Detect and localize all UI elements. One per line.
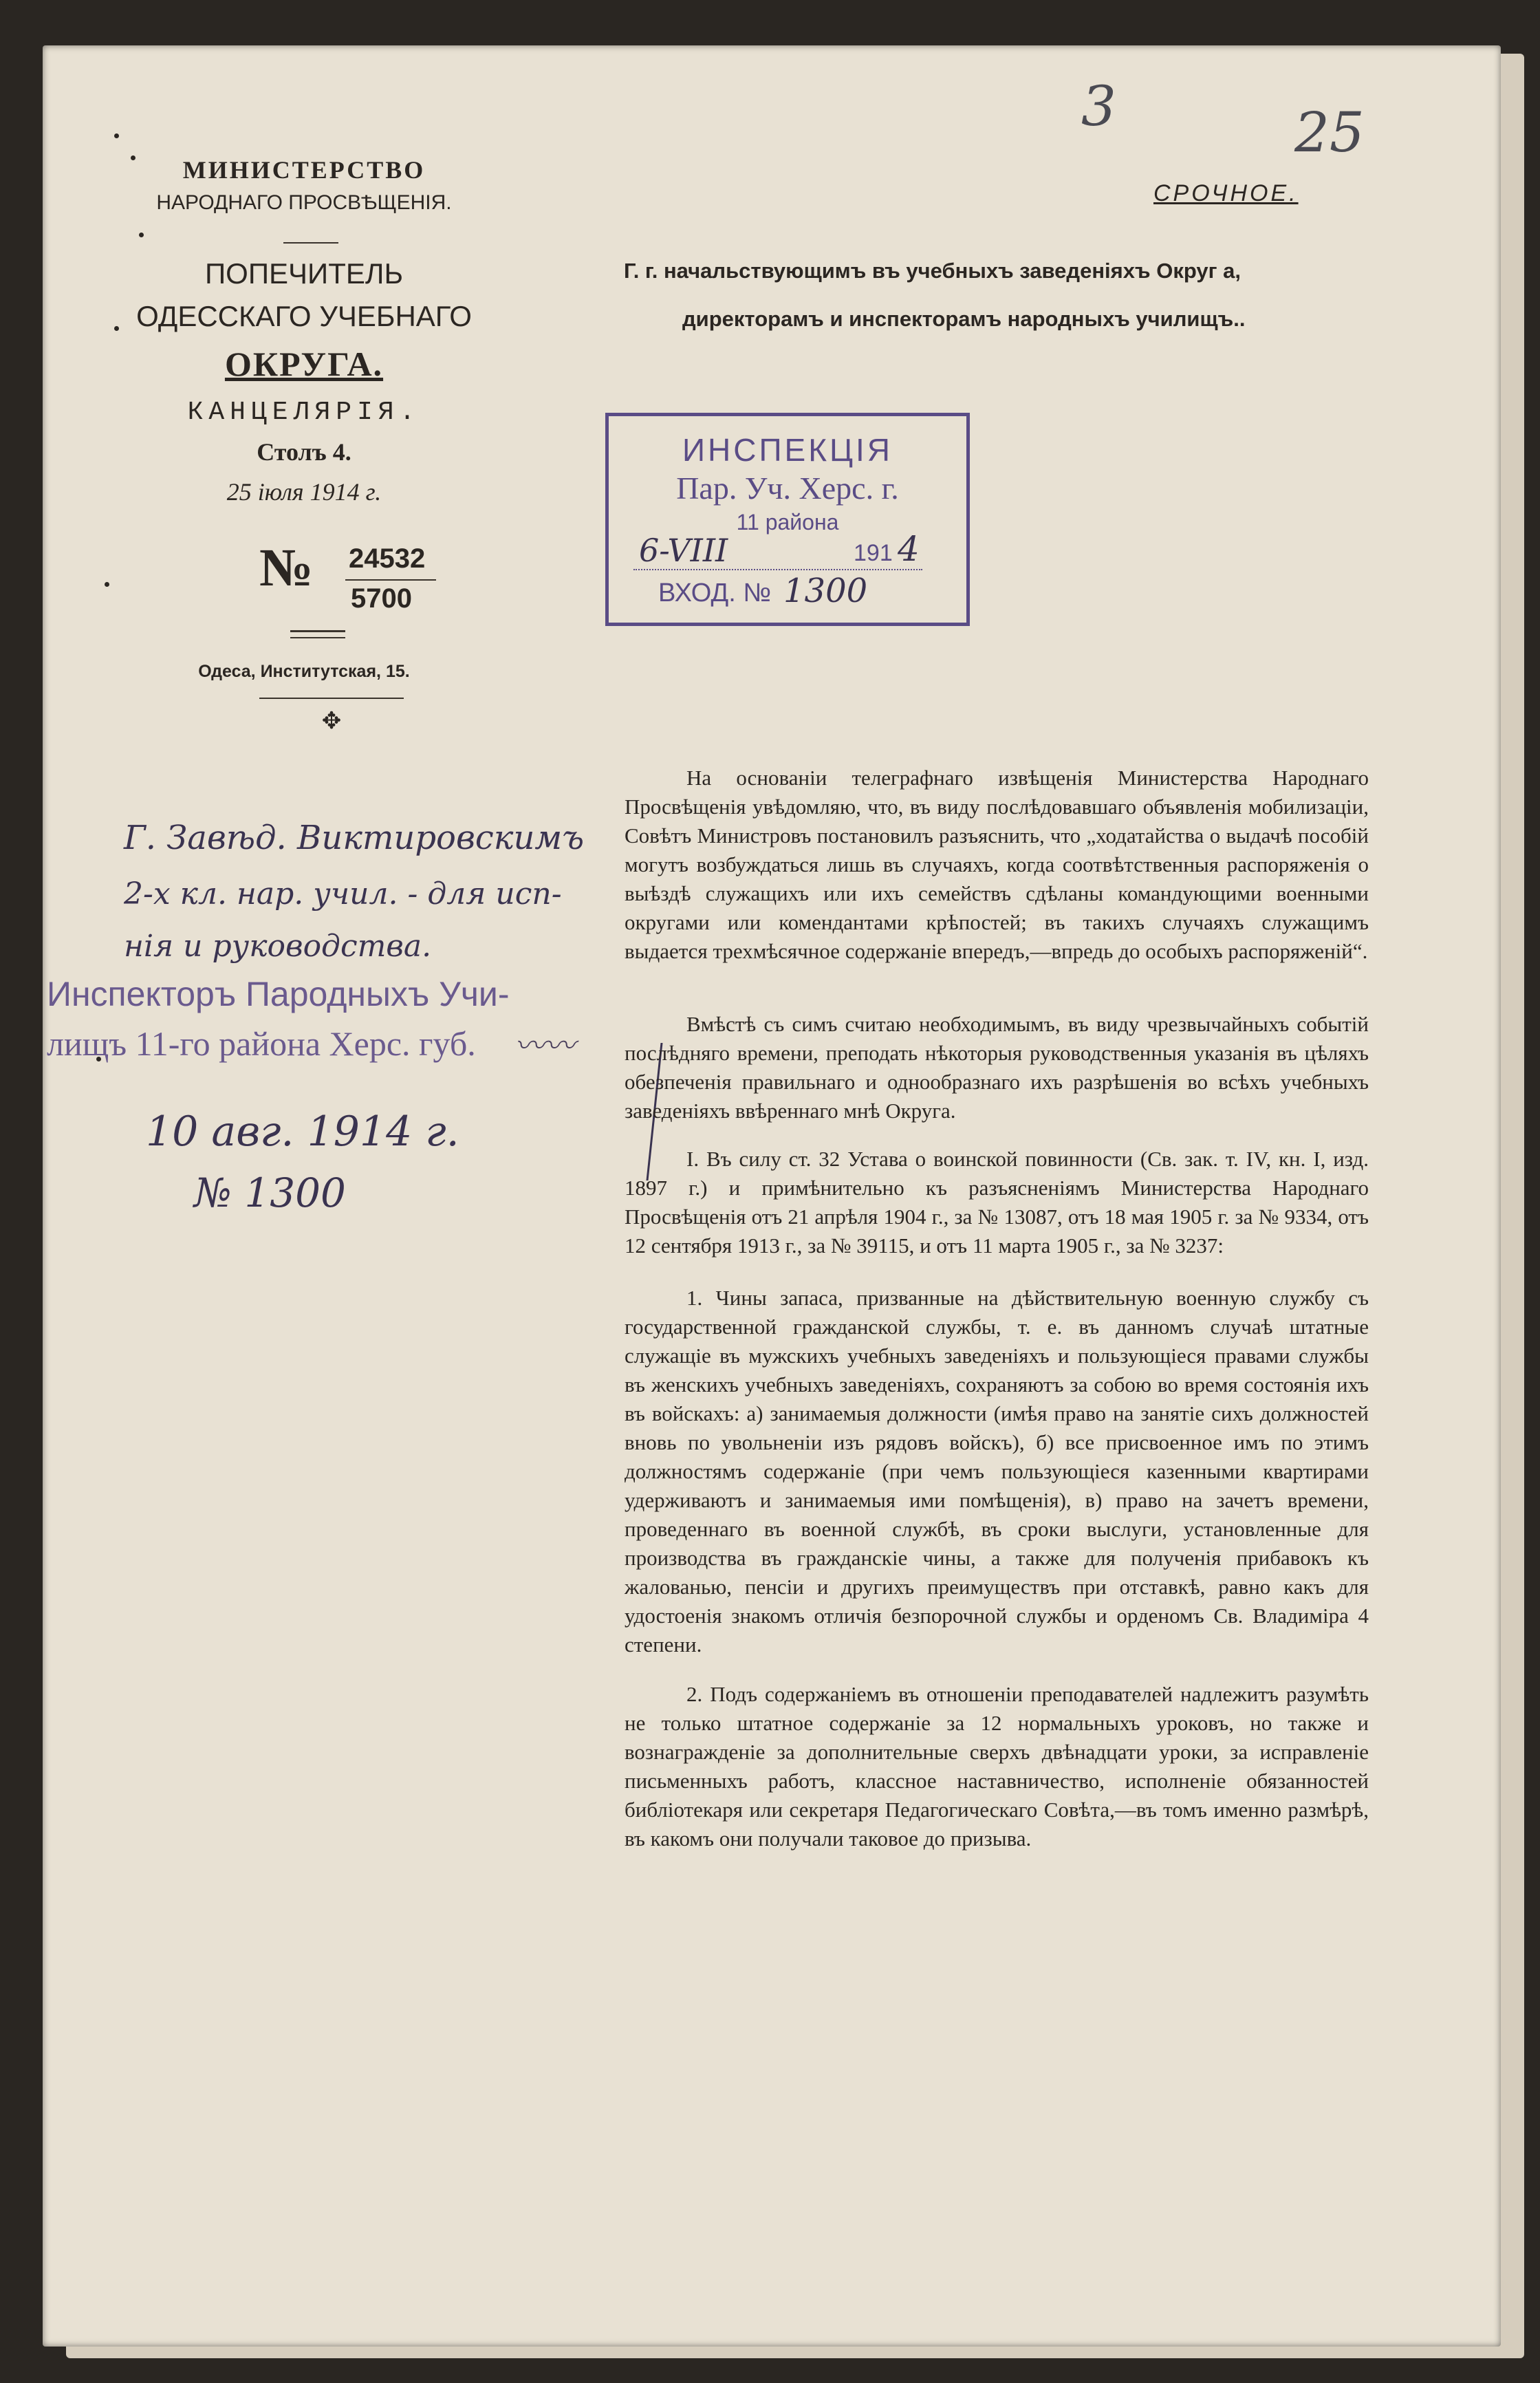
divider xyxy=(290,630,345,632)
office-line2: ОДЕССКАГО УЧЕБНАГО xyxy=(136,300,472,332)
divider xyxy=(259,698,404,699)
addressee-line2: директорамъ и инспекторамъ народныхъ училищъ.. xyxy=(682,307,1246,331)
letter-date: 25 іюля 1914 г. xyxy=(226,478,382,506)
punch-hole xyxy=(114,133,119,138)
stamp-year-hand: 4 xyxy=(898,529,920,569)
urgency-label: СРОЧНОЕ. xyxy=(1153,180,1299,206)
addressee-line1: Г. г. начальствующимъ въ учебныхъ заведеніяхъ Округ а, xyxy=(624,259,1241,283)
inspector-stamp-line2: лищъ 11-го района Херс. губ. xyxy=(47,1024,476,1063)
body-paragraph: I. Въ силу ст. 32 Устава о воинской повинности (Св. зак. т. IV, кн. I, изд. 1897 г.) и примѣнительно къ разъясненіямъ Министерства Народнаго Просвѣщенія отъ 21 апрѣля 1904 г., за № 13087, отъ 18 мая 1905 г. за № 9334, отъ 12 сентября 1913 г., за № 39115, и отъ 11 марта 1905 г., за № 3237: xyxy=(625,1147,1369,1258)
received-number: № 1300 xyxy=(194,1169,346,1216)
body-paragraph: 2. Подъ содержаніемъ въ отношеніи преподавателей надлежитъ разумѣть не только штатное содержаніе за 12 нормальныхъ уроковъ, но также и вознагражденіе за дополнительные сверхъ двѣнадцати уроки, за исправленіе письменныхъ работъ, классное наставничество, исполненіе обязанностей библіотекаря или секретаря Педагогическаго Совѣта,—въ томъ именно размѣрѣ, въ какомъ они получали таковое до призыва. xyxy=(625,1682,1369,1851)
stamp-incoming-label: ВХОД. № xyxy=(658,579,772,607)
punch-hole xyxy=(139,233,144,237)
number-symbol: № xyxy=(259,537,314,597)
outgoing-number-top: 24532 xyxy=(349,543,426,574)
number-divider xyxy=(345,579,436,581)
stamp-line1: ИНСПЕКЦІЯ xyxy=(682,432,893,468)
inspector-stamp-line1: Инспекторъ Пародныхъ Учи- xyxy=(47,975,510,1013)
chancellery-label: КАНЦЕЛЯРІЯ. xyxy=(187,398,421,427)
stamp-date: 6-VIII xyxy=(639,532,728,569)
outgoing-number-bottom: 5700 xyxy=(351,583,412,614)
punch-hole xyxy=(114,326,119,331)
body-paragraph: На основаніи телеграфнаго извѣщенія Министерства Народнаго Просвѣщенія увѣдомляю, что, въ виду послѣдовавшаго объявленія мобилизаціи, Совѣтъ Министровъ постановилъ разъяснить, что „ходатайства о выдачѣ пособій могутъ возбуждаться лишь въ случаяхъ, когда соотвѣтственныя распоряженія о выѣздѣ служащихъ или ихъ семействъ сдѣланы командующими военными округами или комендантами крѣпостей; въ такихъ случаяхъ служащимъ выдается трехмѣсячное содержаніе впередъ,—впредь до особыхъ распоряженій“. xyxy=(625,766,1369,963)
desk-label: Столъ 4. xyxy=(257,438,351,466)
office-line1: ПОПЕЧИТЕЛЬ xyxy=(204,257,404,290)
incoming-stamp xyxy=(605,413,970,626)
document-page xyxy=(43,45,1501,2347)
ministry-line1: МИНИСТЕРСТВО xyxy=(182,156,426,184)
received-date: 10 авг. 1914 г. xyxy=(146,1108,459,1156)
stamp-year-printed: 191 xyxy=(854,540,893,566)
stamp-line2: Пар. Уч. Херс. г. xyxy=(676,471,899,506)
punch-hole xyxy=(105,582,109,587)
body-paragraph: 1. Чины запаса, призванные на дѣйствительную военную службу съ государственной гражданской службы, т. е. въ данномъ случаѣ штатные служащіе въ мужскихъ учебныхъ заведеніяхъ и пользующіеся правами службы въ женскихъ учебныхъ заведеніяхъ, сохраняютъ за собою во время состоянія ихъ въ войскахъ: а) занимаемыя должности (имѣя право на занятіе сихъ должностей вновь по увольненіи изъ рядовъ войскъ), б) все присвоенное имъ по этимъ должностямъ содержаніе (при чемъ пользующіеся казенными квартирами удерживаютъ и занимаемыя ими помѣщенія), в) право на зачетъ времени, проведеннаго въ военной службѣ, въ сроки выслуги, установленные для производства въ гражданскіе чины, а также для полученія прибавокъ къ жалованью, пенсіи и другихъ преимуществъ при отставкѣ, равно какъ для удостоенія знакомъ отличія безпорочной службы и орденомъ Св. Владиміра 4 степени. xyxy=(625,1286,1369,1657)
divider xyxy=(283,242,338,244)
sheet-number: 25 xyxy=(1294,100,1365,164)
margin-note-line1: Г. Завѣд. Виктировскимъ xyxy=(124,819,585,857)
office-line3: ОКРУГА. xyxy=(224,345,384,383)
ministry-line2: НАРОДНАГО ПРОСВѢЩЕНІЯ. xyxy=(156,191,452,214)
archive-number: 3 xyxy=(1081,74,1116,138)
letter-body xyxy=(625,764,1369,1853)
stamp-line3: 11 района xyxy=(736,510,839,535)
address: Одеса, Институтская, 15. xyxy=(198,662,410,681)
stamp-incoming-number: 1300 xyxy=(783,572,868,610)
ornament-icon: ✥ xyxy=(321,709,342,734)
body-paragraph: Вмѣстѣ съ симъ считаю необходимымъ, въ виду чрезвычайныхъ событій послѣдняго времени, преподать нѣкоторыя руководственныя указанія въ цѣляхъ обезпеченія правильнаго и однообразнаго ихъ разрѣшенія во всѣхъ учебныхъ заведеніяхъ ввѣреннаго мнѣ Округа. xyxy=(625,1012,1369,1123)
margin-note-line3: нія и руководства. xyxy=(124,929,432,964)
stamp-date-line xyxy=(633,569,922,570)
margin-note-line2: 2-х кл. нар. учил. - для исп- xyxy=(124,876,562,912)
inspector-signature: 〰〰 xyxy=(514,1028,575,1064)
divider xyxy=(290,637,345,638)
